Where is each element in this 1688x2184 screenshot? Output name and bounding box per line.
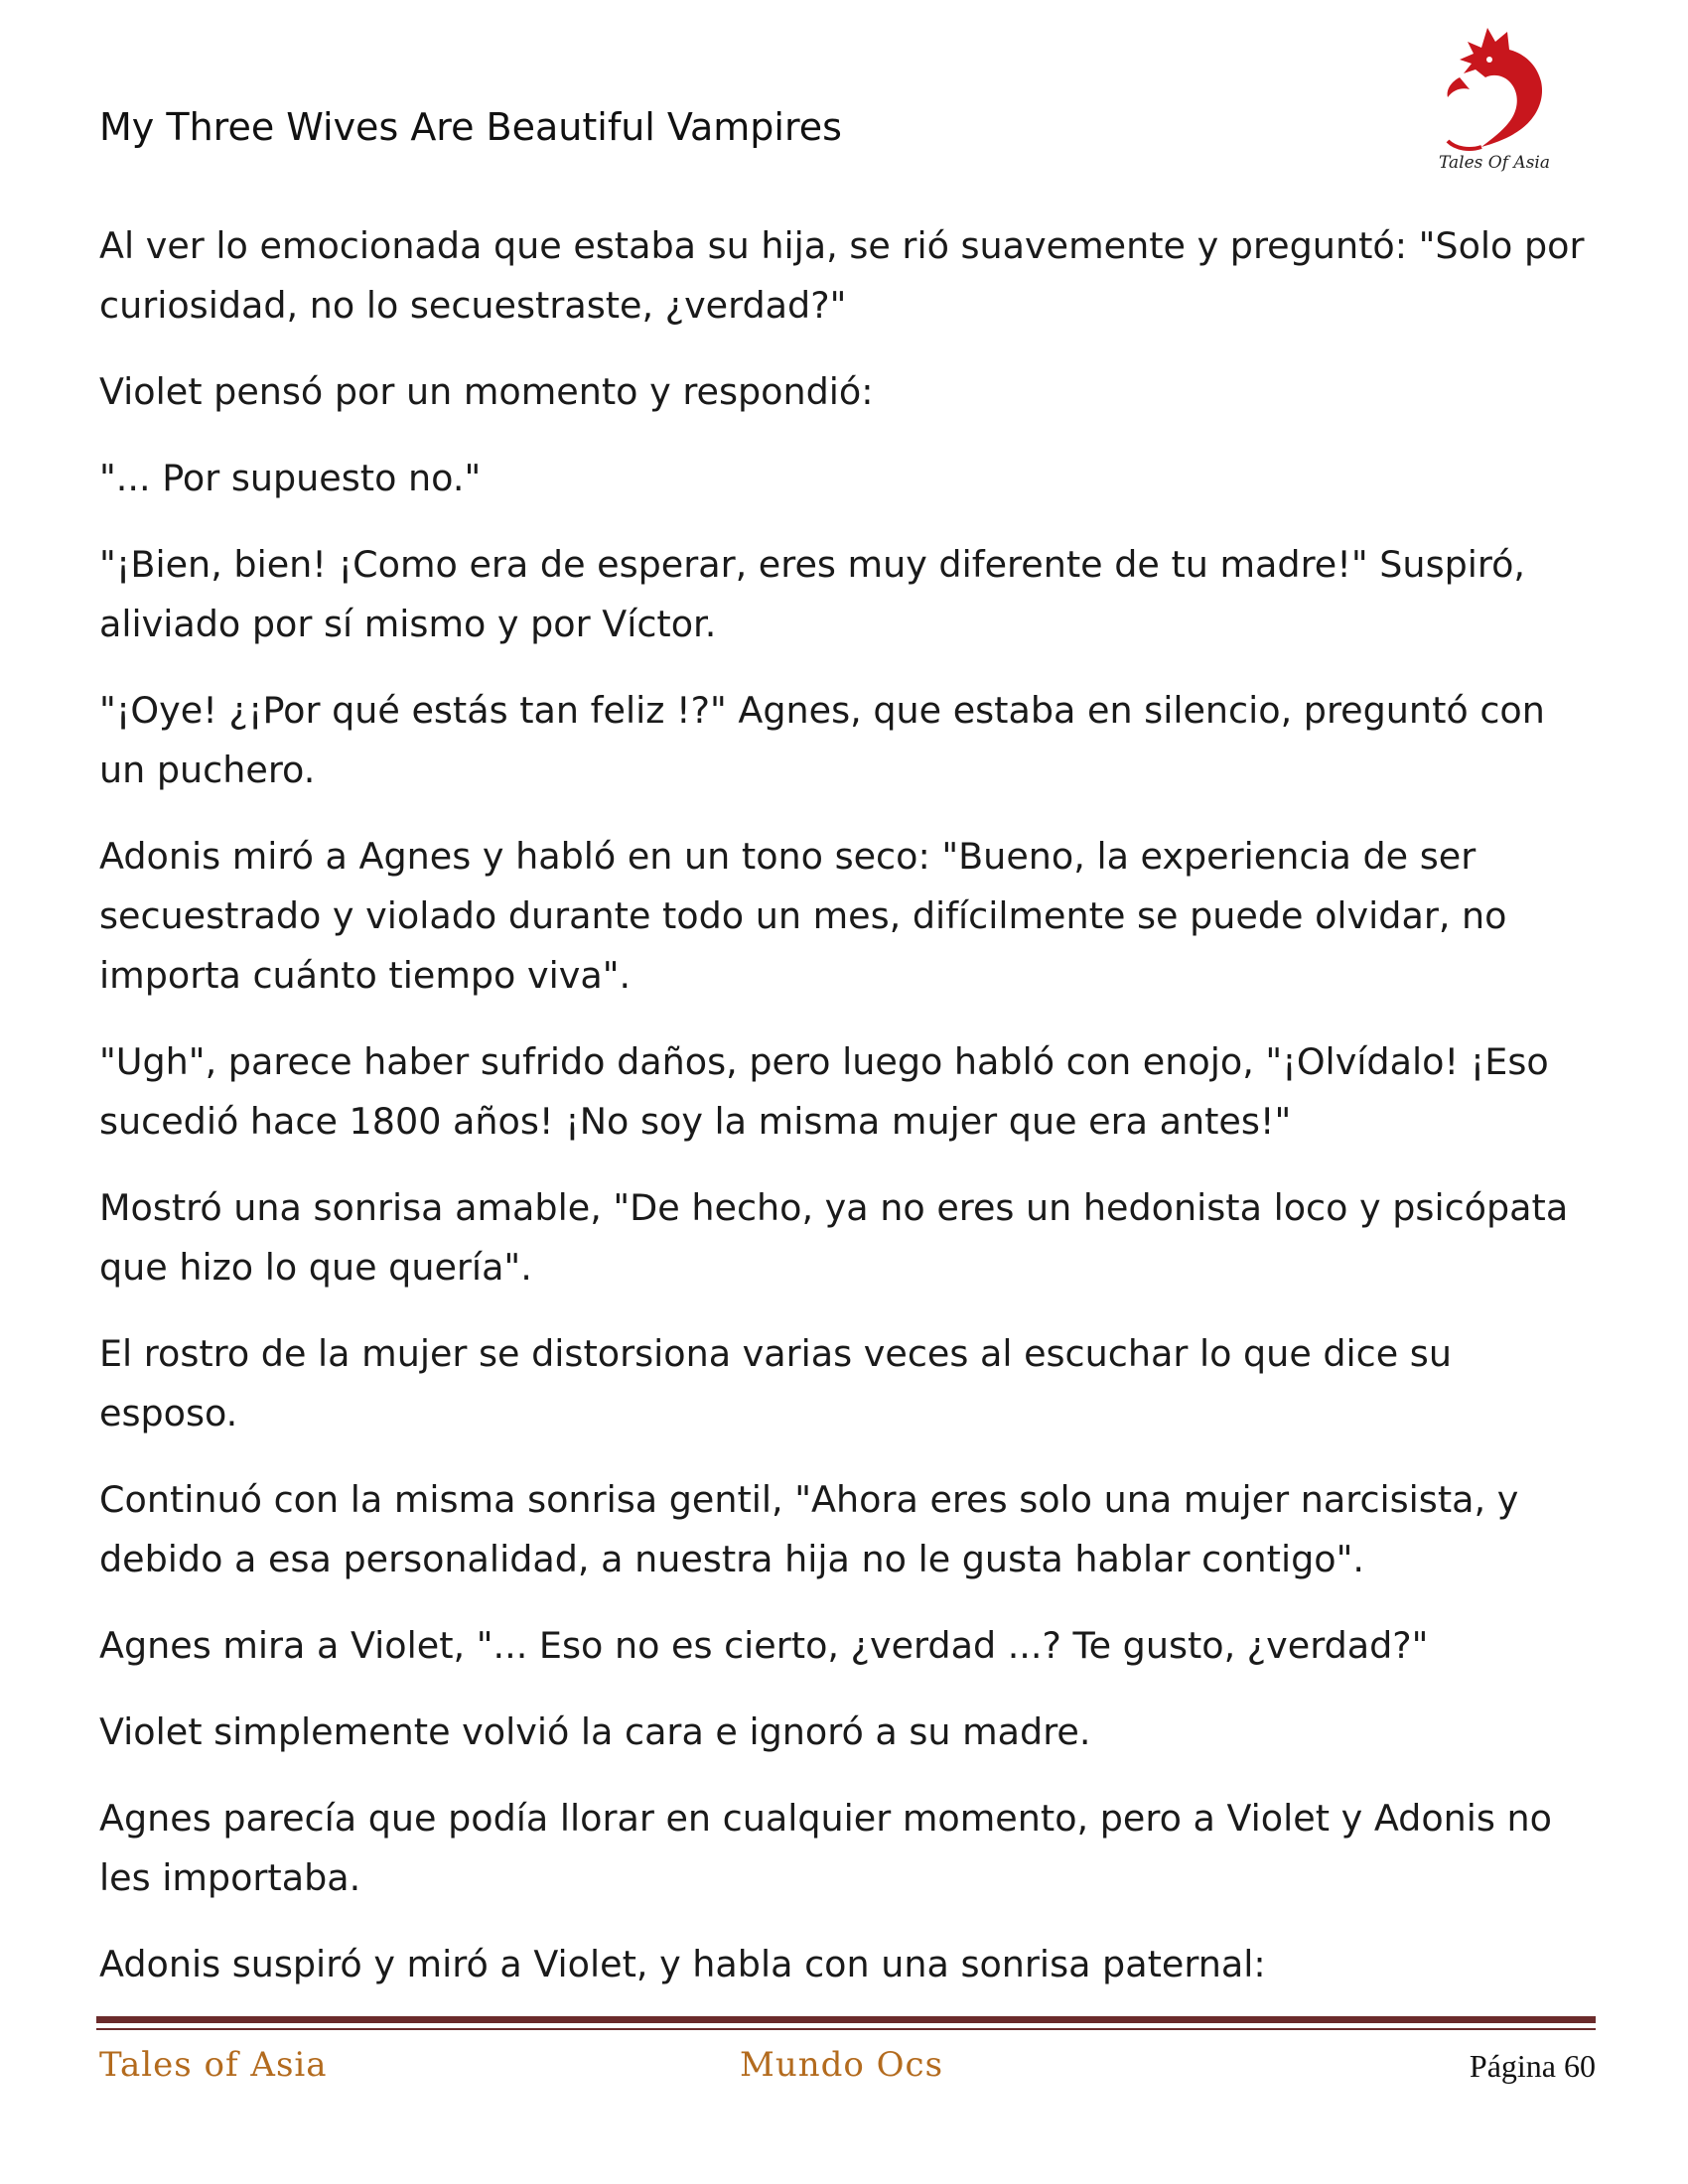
paragraph: Violet simplemente volvió la cara e ignoró a su madre. (99, 1710, 1091, 1753)
footer-publisher: Tales of Asia (99, 2045, 328, 2085)
paragraph: Al ver lo emocionada que estaba su hija, se rió suavemente y preguntó: "Solo por curiosidad, no lo secuestraste, ¿verdad?" (99, 224, 1585, 327)
dragon-logo-icon (1430, 20, 1559, 159)
logo-caption: Tales Of Asia (1439, 153, 1550, 173)
footer-group: Mundo Ocs (740, 2045, 944, 2085)
footer-divider-thin (96, 2028, 1596, 2030)
paragraph: Agnes mira a Violet, "... Eso no es cierto, ¿verdad ...? Te gusto, ¿verdad?" (99, 1624, 1429, 1667)
paragraph: Adonis miró a Agnes y habló en un tono seco: "Bueno, la experiencia de ser secuestrado y violado durante todo un mes, difícilmente se puede olvidar, no importa cuánto tiempo viva". (99, 835, 1507, 997)
paragraph: "¡Bien, bien! ¡Como era de esperar, eres muy diferente de tu madre!" Suspiró, aliviado por sí mismo y por Víctor. (99, 543, 1526, 645)
paragraph: Continuó con la misma sonrisa gentil, "Ahora eres solo una mujer narcisista, y debido a esa personalidad, a nuestra hija no le gusta hablar contigo". (99, 1478, 1519, 1580)
paragraph: Agnes parecía que podía llorar en cualquier momento, pero a Violet y Adonis no les importaba. (99, 1797, 1553, 1899)
paragraph: "¡Oye! ¿¡Por qué estás tan feliz !?" Agnes, que estaba en silencio, preguntó con un puchero. (99, 689, 1545, 791)
paragraph: "Ugh", parece haber sufrido daños, pero luego habló con enojo, "¡Olvídalo! ¡Eso sucedió hace 1800 años! ¡No soy la misma mujer que era antes!" (99, 1040, 1549, 1143)
chapter-body (99, 216, 1589, 2021)
paragraph: Violet pensó por un momento y respondió: (99, 370, 874, 413)
paragraph: El rostro de la mujer se distorsiona varias veces al escuchar lo que dice su esposo. (99, 1332, 1452, 1434)
footer-divider (96, 2016, 1596, 2023)
paragraph: "... Por supuesto no." (99, 457, 482, 499)
document-title: My Three Wives Are Beautiful Vampires (99, 105, 842, 149)
tales-of-asia-logo (1430, 20, 1559, 184)
paragraph: Mostró una sonrisa amable, "De hecho, ya no eres un hedonista loco y psicópata que hizo lo que quería". (99, 1186, 1569, 1289)
page-number: Página 60 (1469, 2048, 1596, 2084)
paragraph: Adonis suspiró y miró a Violet, y habla con una sonrisa paternal: (99, 1943, 1266, 1985)
